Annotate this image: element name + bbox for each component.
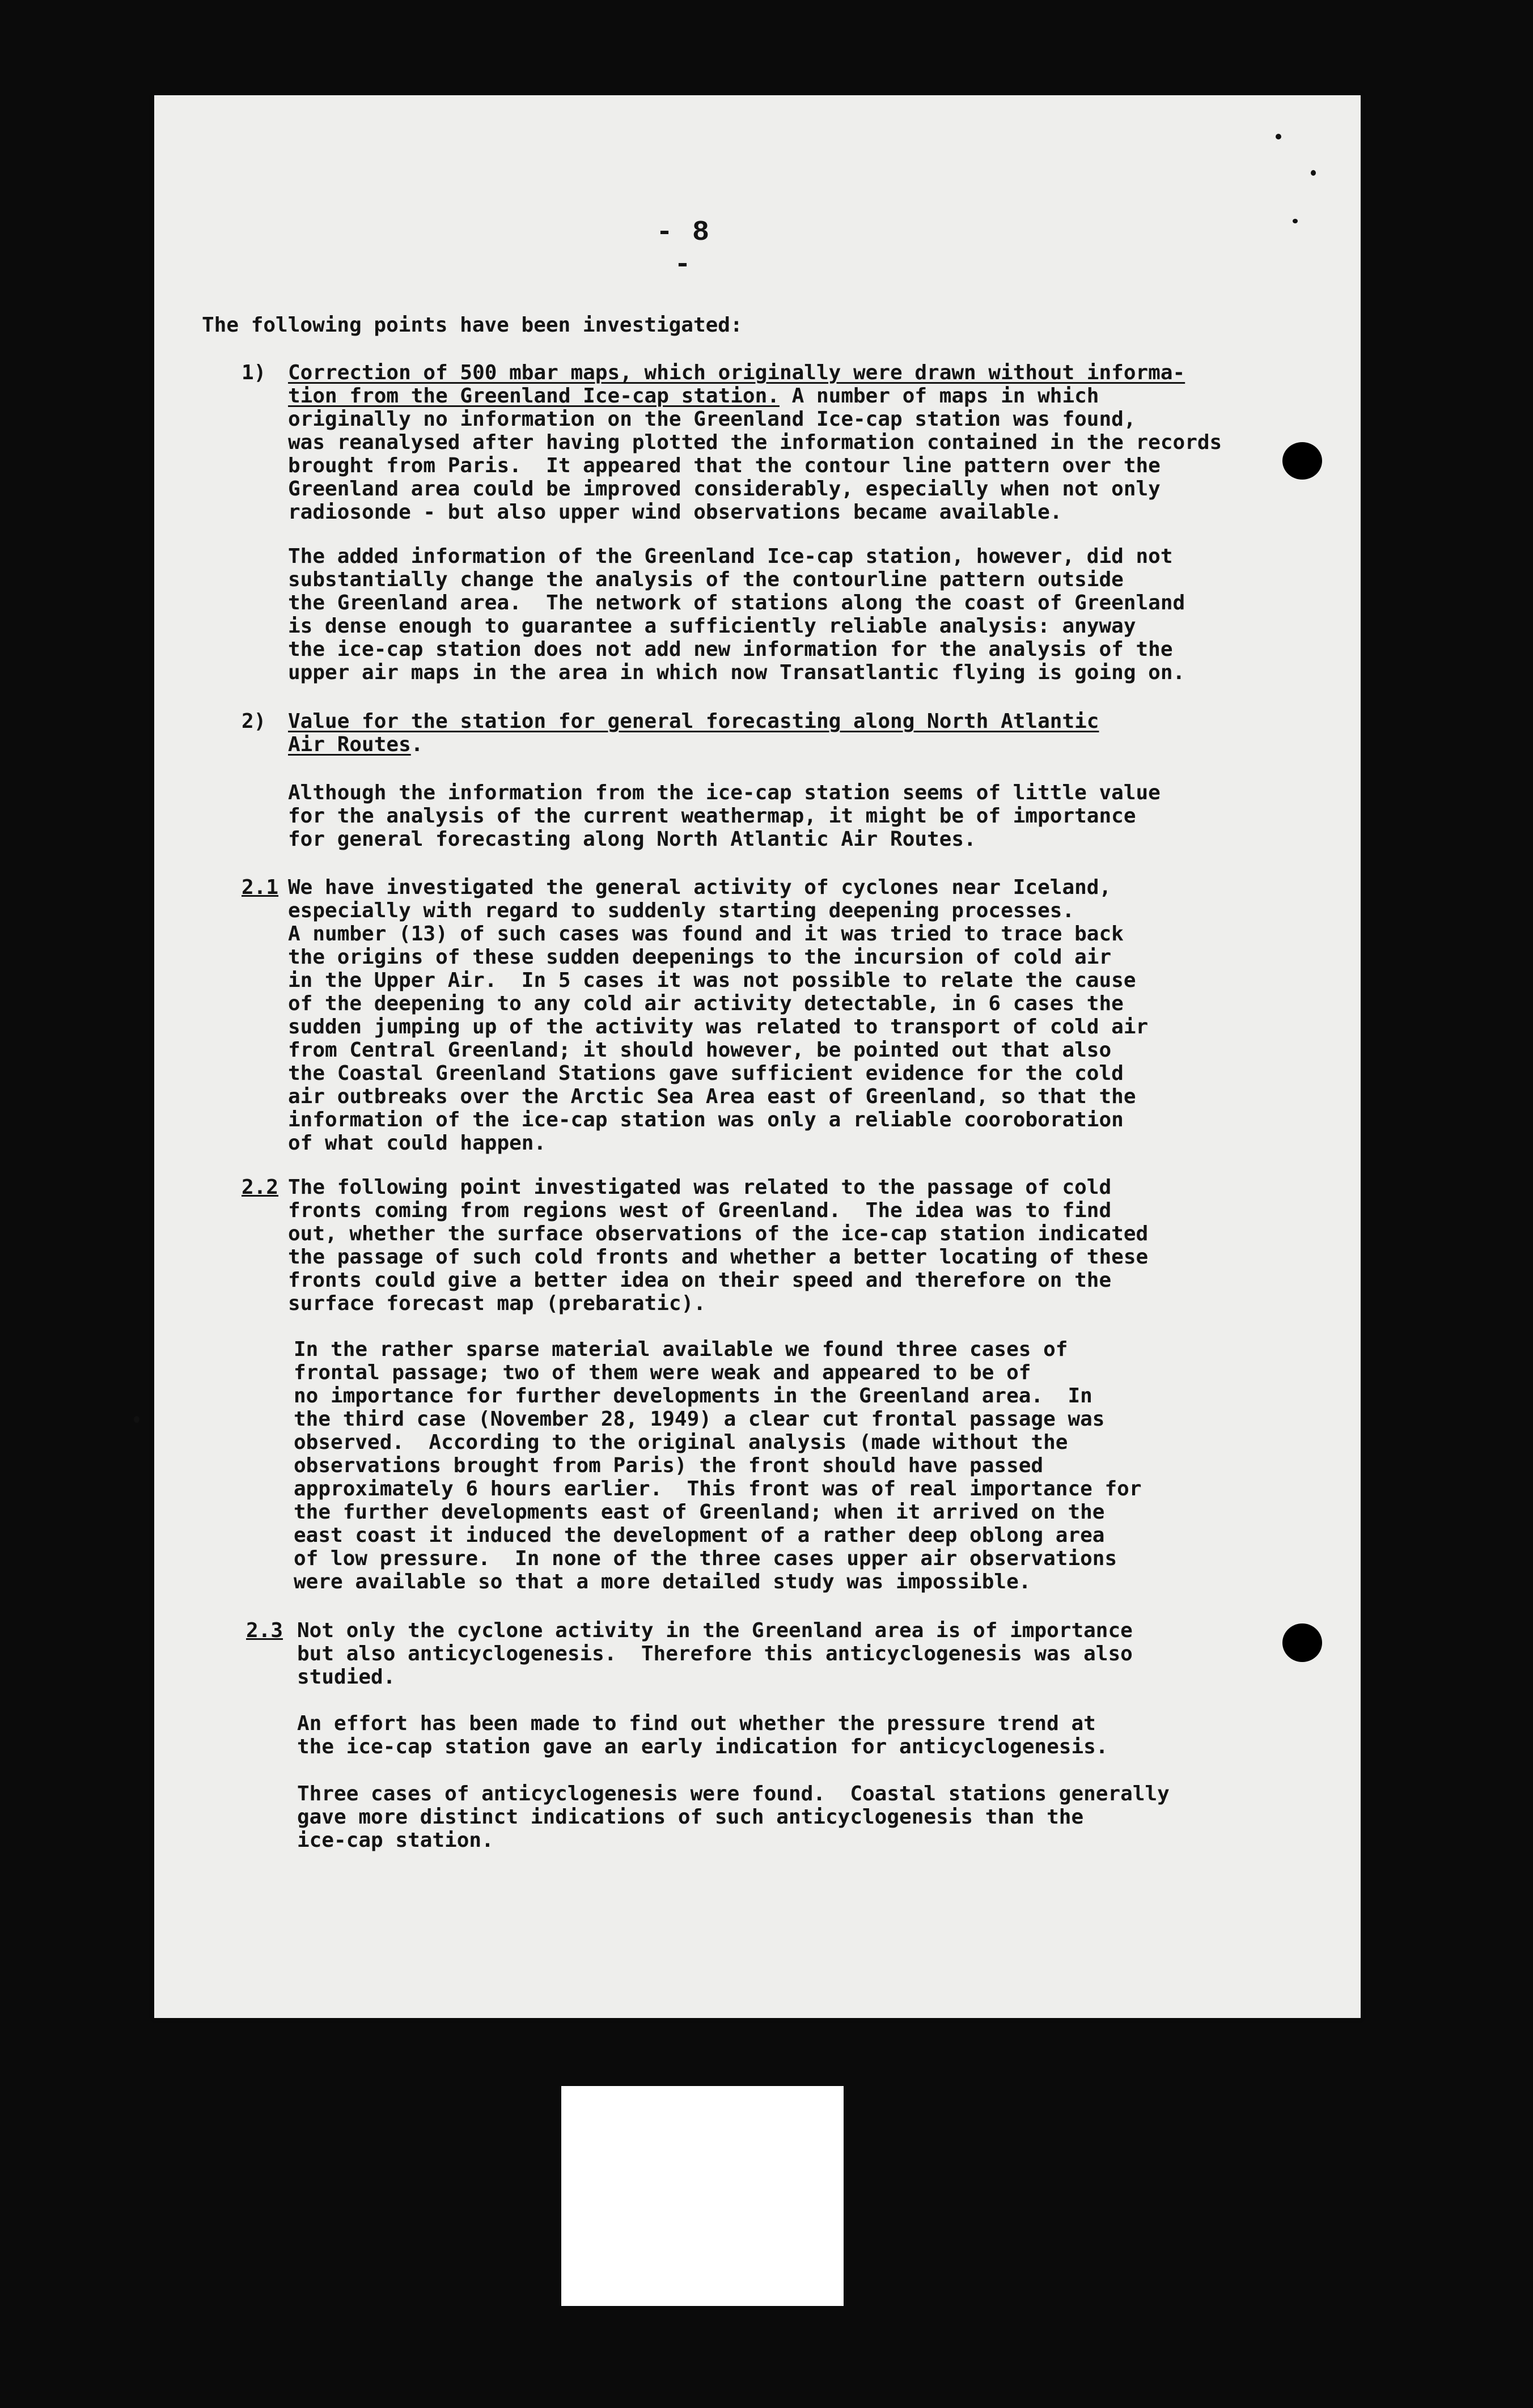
section-2-heading-tail: . [410,733,424,756]
speck-mark [1311,170,1316,176]
section-2-heading-text-1: Value for the station for general forecasting along North Atlantic [288,710,1099,733]
section-2-2-paragraph-2: In the rather sparse material available we found three cases of frontal passage; two of them were weak and appeared to be of no importance for further developments in the Greenland area. In the third case (November 28, 1949) a clear cut frontal passage was observed. According to the original analysis (made without the observations brought from Paris) the front should have passed approximately 6 hours earlier. This front was of real importance for the further developments east of Greenland; when it arrived on the east coast it induced the development of a rather deep oblong area of low pressure. In none of the three cases upper air observations were available so that a more detailed study was impossible. [294,1338,1142,1593]
intro-line: The following points have been investigated: [202,313,743,337]
section-number-2-2: 2.2 [242,1176,279,1199]
section-number-2-3: 2.3 [246,1619,283,1642]
page-number: - 8 - [655,217,710,281]
section-2-3-paragraph-3: Three cases of anticyclogenesis were found. Coastal stations generally gave more distinct indications of such anticyclogenesis than the ice-cap station. [297,1782,1170,1852]
section-2-heading-text-2: Air Routes [288,733,411,756]
section-2-heading-line-2 [288,733,423,756]
section-number-1: 1) [242,361,266,384]
section-1-paragraph-2: The added information of the Greenland Ice-cap station, however, did not substantially change the analysis of the contourline pattern outside the Greenland area. The network of stations along the coast of Greenland is dense enough to guarantee a sufficiently reliable analysis: anyway the ice-cap station does not add new information for the analysis of the upper air maps in the area in which now Transatlantic flying is going on. [288,545,1185,684]
section-1-heading-text-2: tion from the Greenland Ice-cap station. [288,384,780,408]
section-2-2-paragraph-1: The following point investigated was related to the passage of cold fronts coming from regions west of Greenland. The idea was to find out, whether the surface observations of the ice-cap station indicated the passage of such cold fronts and whether a better locating of these fronts could give a better idea on their speed and therefore on the surface forecast map (prebaratic). [288,1176,1149,1315]
speck-mark [1276,134,1281,139]
punch-hole-bottom [1282,1623,1322,1662]
section-2-3-paragraph-2: An effort has been made to find out whether the pressure trend at the ice-cap station gave an early indication for anticyclogenesis. [297,1712,1108,1758]
section-1-heading-line-1 [288,361,1185,384]
section-1-heading-text-1: Correction of 500 mbar maps, which originally were drawn without informa- [288,361,1185,384]
punch-hole-top [1282,442,1322,480]
blank-label-card [561,2086,844,2306]
section-2-3-paragraph-1: Not only the cyclone activity in the Greenland area is of importance but also anticyclogenesis. Therefore this anticyclogenesis was also studied. [297,1619,1133,1689]
section-2-1-paragraph-1: We have investigated the general activity of cyclones near Iceland, especially with regard to suddenly starting deepening processes. A number (13) of such cases was found and it was tried to trace back the origins of these sudden deepenings to the incursion of cold air in the Upper Air. In 5 cases it was not possible to relate the cause of the deepening to any cold air activity detectable, in 6 cases the sudden jumping up of the activity was related to transport of cold air from Central Greenland; it should however, be pointed out that also the Coastal Greenland Stations gave sufficient evidence for the cold air outbreaks over the Arctic Sea Area east of Greenland, so that the information of the ice-cap station was only a reliable cooroboration of what could happen. [288,876,1149,1155]
section-1-heading-line-2 [288,384,1099,408]
speck-mark [134,1416,139,1423]
section-2-paragraph-1: Although the information from the ice-cap station seems of little value for the analysis of the current weathermap, it might be of importance for general forecasting along North Atlantic Air Routes. [288,781,1161,851]
section-2-heading-line-1 [288,710,1099,733]
section-number-2: 2) [242,710,266,733]
section-1-paragraph-1: originally no information on the Greenland Ice-cap station was found, was reanalysed after having plotted the information contained in the records brought from Paris. It appeared that the contour line pattern over the Greenland area could be improved considerably, especially when not only radiosonde - but also upper wind observations became available. [288,408,1222,524]
section-1-first-line-tail: A number of maps in which [779,384,1099,408]
section-number-2-1: 2.1 [242,876,279,899]
speck-mark [1293,219,1298,223]
